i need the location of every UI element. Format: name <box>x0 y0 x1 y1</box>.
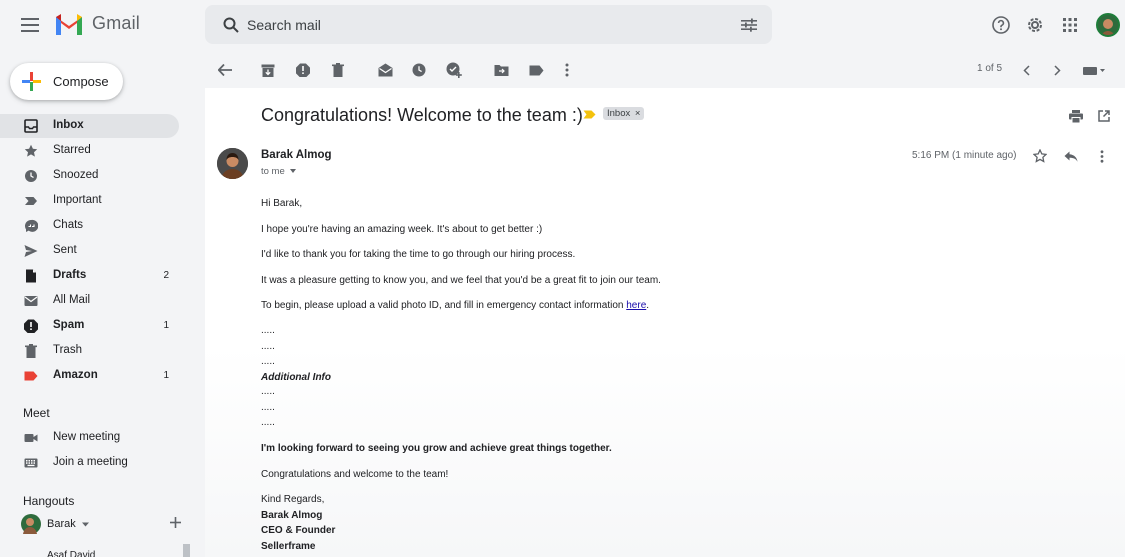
meet-section-title: Meet <box>23 406 50 420</box>
recipient-label: to me <box>261 166 285 177</box>
sidebar-item-label: Chats <box>53 219 84 231</box>
add-task-icon <box>446 62 462 78</box>
new-conversation-button[interactable] <box>170 517 181 528</box>
closing-statement: I'm looking forward to seeing you grow and achieve great things together. <box>261 443 612 454</box>
mail-icon <box>24 294 38 308</box>
unread-count: 2 <box>163 270 169 281</box>
mark-unread-button[interactable] <box>369 54 401 86</box>
more-vertical-icon <box>1100 150 1104 163</box>
remove-label-icon[interactable]: × <box>634 108 641 119</box>
compose-button[interactable] <box>10 63 123 100</box>
draft-icon <box>24 269 38 283</box>
chevron-down-icon <box>290 169 296 173</box>
send-icon <box>24 244 38 258</box>
sidebar-item-snoozed[interactable] <box>0 164 179 188</box>
move-to-folder-icon <box>494 64 509 76</box>
archive-button[interactable] <box>252 54 284 86</box>
new-meeting-label: New meeting <box>53 431 121 443</box>
trash-icon <box>24 344 38 358</box>
paragraph-text: To begin, please upload a valid photo ID, and fill in emergency contact information <box>261 300 627 311</box>
more-actions-button[interactable] <box>551 54 583 86</box>
main-menu-button[interactable] <box>14 9 46 41</box>
hangouts-user-menu[interactable] <box>21 514 89 534</box>
settings-button[interactable] <box>1019 9 1051 41</box>
sender-avatar[interactable] <box>217 148 248 179</box>
help-button[interactable] <box>985 9 1017 41</box>
unread-count: 1 <box>163 320 169 331</box>
ellipsis-line: ..... <box>261 386 275 397</box>
upload-link[interactable]: here <box>626 300 647 311</box>
star-icon <box>24 144 38 158</box>
sidebar-item-label: Spam <box>53 319 85 331</box>
plus-icon <box>170 517 181 528</box>
sidebar-item-amazon[interactable] <box>0 364 179 388</box>
labels-button[interactable] <box>520 54 552 86</box>
help-icon <box>992 16 1010 34</box>
important-icon <box>24 194 38 208</box>
app-name: Gmail <box>92 13 141 33</box>
star-button[interactable] <box>1024 140 1056 172</box>
sidebar-item-label: Important <box>53 194 102 206</box>
sidebar-item-label: Inbox <box>53 119 84 131</box>
sidebar-item-all-mail[interactable] <box>0 289 179 313</box>
input-tools-button[interactable] <box>1077 54 1111 86</box>
sender-name: Barak Almog <box>261 149 332 161</box>
back-button[interactable] <box>209 54 241 86</box>
sidebar-item-spam[interactable] <box>0 314 179 338</box>
paragraph <box>261 300 649 311</box>
message-pane <box>205 88 1125 557</box>
trash-icon <box>332 63 344 77</box>
reply-icon <box>1064 151 1078 162</box>
sidebar-item-sent[interactable] <box>0 239 179 263</box>
sidebar-item-label: All Mail <box>53 294 91 306</box>
compose-plus-icon <box>22 72 41 91</box>
profile-photo-icon <box>21 514 41 534</box>
label-icon <box>24 369 38 383</box>
importance-marker-icon[interactable] <box>583 110 596 119</box>
hamburger-menu-icon <box>21 18 39 32</box>
avatar <box>21 514 41 534</box>
signature-title: CEO & Founder <box>261 525 336 536</box>
chevron-down-icon <box>82 522 89 527</box>
keyboard-icon <box>1083 66 1105 75</box>
profile-photo-icon <box>217 148 248 179</box>
message-toolbar <box>205 54 1125 86</box>
apps-grid-icon <box>1063 18 1077 32</box>
signature-name: Barak Almog <box>261 510 323 521</box>
keyboard-icon <box>24 456 38 470</box>
message-more-button[interactable] <box>1086 140 1118 172</box>
gear-icon <box>1026 16 1044 34</box>
move-to-button[interactable] <box>485 54 517 86</box>
signature-company: Sellerframe <box>261 541 316 552</box>
video-icon <box>24 431 38 445</box>
star-outline-icon <box>1033 149 1047 163</box>
chevron-left-icon <box>1023 65 1030 76</box>
profile-photo-icon <box>1098 15 1120 37</box>
inbox-label-text: Inbox <box>607 108 631 119</box>
greeting: Hi Barak, <box>261 198 303 209</box>
report-spam-button[interactable] <box>287 54 319 86</box>
pagination-label: 1 of 5 <box>977 63 1003 74</box>
ellipsis-line: ..... <box>261 341 275 352</box>
snooze-button[interactable] <box>403 54 435 86</box>
gmail-logo[interactable] <box>54 12 140 35</box>
chevron-right-icon <box>1054 65 1061 76</box>
hangouts-user-name: Barak <box>47 518 76 530</box>
print-icon <box>1069 110 1083 123</box>
paragraph: I hope you're having an amazing week. It's about to get better :) <box>261 224 543 235</box>
message-subject: Congratulations! Welcome to the team :) <box>261 105 583 125</box>
hangouts-contact-name: Asaf David <box>47 550 96 557</box>
ellipsis-line: ..... <box>261 325 275 336</box>
message-timestamp: 5:16 PM (1 minute ago) <box>912 150 1017 161</box>
sidebar <box>0 50 205 557</box>
arrow-back-icon <box>218 64 232 76</box>
top-bar <box>0 0 1125 50</box>
label-icon <box>529 65 544 76</box>
sidebar-item-label: Trash <box>53 344 82 356</box>
older-button[interactable] <box>1041 54 1073 86</box>
clock-icon <box>412 63 426 77</box>
sidebar-item-starred[interactable] <box>0 139 179 163</box>
google-apps-button[interactable] <box>1054 9 1086 41</box>
open-new-window-button[interactable] <box>1088 100 1120 132</box>
search-bar <box>205 5 772 44</box>
chat-icon <box>24 219 38 233</box>
account-avatar[interactable] <box>1096 13 1120 37</box>
newer-button[interactable] <box>1010 54 1042 86</box>
paragraph: It was a pleasure getting to know you, and we feel that you'd be a great fit to join our team. <box>261 275 661 286</box>
more-vertical-icon <box>565 63 569 77</box>
gmail-m-icon <box>54 12 84 35</box>
sidebar-item-drafts[interactable] <box>0 264 179 288</box>
sidebar-item-label: Drafts <box>53 269 87 281</box>
join-meeting-button[interactable] <box>0 451 179 475</box>
clock-icon <box>24 169 38 183</box>
new-meeting-button[interactable] <box>0 426 179 450</box>
unread-count: 1 <box>163 370 169 381</box>
hangouts-contact[interactable] <box>23 547 173 557</box>
search-input[interactable] <box>247 5 717 44</box>
paragraph-end: . <box>646 300 650 311</box>
paragraph: Congratulations and welcome to the team! <box>261 469 449 480</box>
sidebar-item-label: Snoozed <box>53 169 99 181</box>
archive-icon <box>261 64 275 77</box>
ellipsis-line: ..... <box>261 417 275 428</box>
compose-label: Compose <box>53 74 109 89</box>
delete-button[interactable] <box>322 54 354 86</box>
inbox-label-chip[interactable] <box>603 107 644 120</box>
ellipsis-line: ..... <box>261 356 275 367</box>
additional-info-heading: Additional Info <box>261 372 331 383</box>
add-to-tasks-button[interactable] <box>438 54 470 86</box>
sidebar-item-label: Sent <box>53 244 77 256</box>
ellipsis-line: ..... <box>261 402 275 413</box>
sidebar-item-label: Amazon <box>53 369 98 381</box>
reply-button[interactable] <box>1055 140 1087 172</box>
sidebar-scrollbar[interactable] <box>183 544 190 557</box>
mark-unread-icon <box>378 63 393 77</box>
sidebar-item-label: Starred <box>53 144 91 156</box>
inbox-icon <box>24 119 38 133</box>
spam-icon <box>296 63 310 77</box>
sign-off: Kind Regards, <box>261 494 325 505</box>
paragraph: I'd like to thank you for taking the time to go through our hiring process. <box>261 249 576 260</box>
search-button[interactable] <box>215 9 247 41</box>
join-meeting-label: Join a meeting <box>53 456 128 468</box>
recipient-details[interactable] <box>261 166 296 177</box>
tune-icon <box>741 18 757 32</box>
search-options-button[interactable] <box>733 9 765 41</box>
search-icon <box>223 17 239 33</box>
sidebar-item-inbox[interactable] <box>0 114 179 138</box>
sidebar-item-chats[interactable] <box>0 214 179 238</box>
sidebar-item-trash[interactable] <box>0 339 179 363</box>
open-in-new-icon <box>1098 110 1110 122</box>
spam-icon <box>24 319 38 333</box>
sidebar-item-important[interactable] <box>0 189 179 213</box>
hangouts-section-title: Hangouts <box>23 494 75 508</box>
